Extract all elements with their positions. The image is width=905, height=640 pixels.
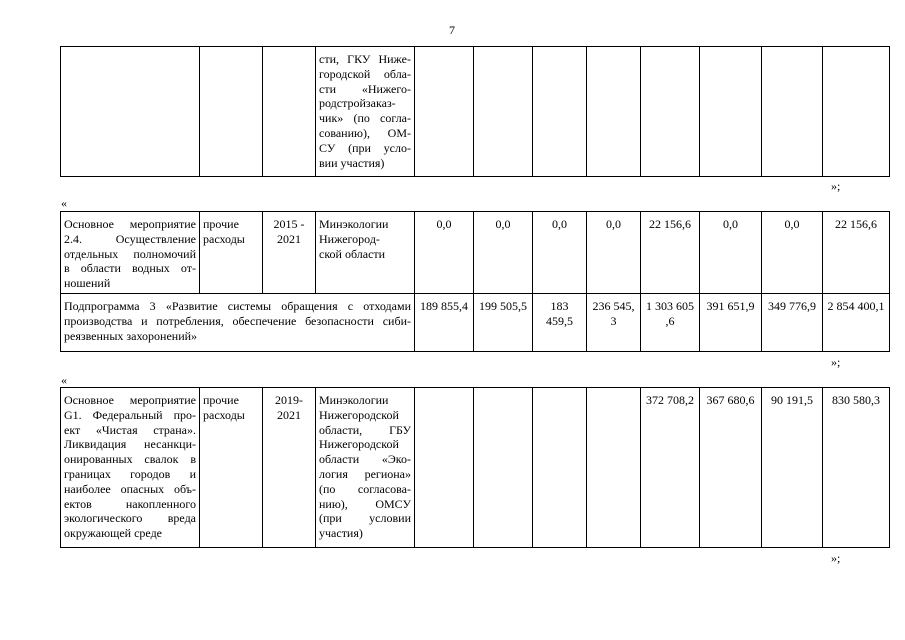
text-line: городской обла-: [319, 66, 411, 81]
cell-value: [700, 294, 762, 352]
text-line: нию), ОМСУ: [319, 496, 411, 511]
quote-close-mark: »;: [831, 551, 841, 565]
text-line: 2015 -: [273, 217, 305, 231]
text-line: 372 708,2: [646, 393, 694, 407]
text-line: 0,0: [606, 217, 621, 231]
cell-total: [823, 212, 890, 294]
text-line: 0,0: [784, 217, 800, 231]
cell-total: [823, 47, 890, 177]
text-line: 0,0: [552, 217, 567, 231]
text-line: чик» (по согла-: [319, 111, 411, 126]
text-line: 2021: [277, 231, 301, 246]
text-line: (по согласова-: [319, 481, 411, 496]
text-line: 22 156,6: [835, 217, 877, 231]
table-fragment-2: [60, 211, 890, 352]
cell-value: [700, 47, 762, 177]
cell-value: [533, 294, 587, 352]
text-line: 0,0: [723, 217, 738, 231]
text-line: области, ГБУ: [319, 422, 411, 437]
text-line: 199 505,5: [479, 299, 527, 313]
text-line: онированных свалок в: [64, 452, 196, 467]
text-line: сти, ГКУ Ниже-: [319, 52, 411, 66]
cell-subprogram-name: [61, 294, 415, 352]
cell-value: [762, 294, 823, 352]
cell-executor: [316, 212, 415, 294]
cell-measure-name: [61, 388, 200, 548]
text-line: 189 855,4: [420, 299, 468, 313]
text-line: реязвенных захоронений»: [64, 328, 198, 343]
text-line: прочие: [203, 217, 239, 231]
cell-total: [823, 388, 890, 548]
cell-executor: [316, 47, 415, 177]
cell-value: [641, 388, 700, 548]
cell-value: [415, 47, 474, 177]
cell-value: [415, 294, 474, 352]
text-line: СУ (при усло-: [319, 140, 411, 155]
cell-measure-name: [61, 212, 200, 294]
text-line: 367 680,6: [706, 393, 755, 407]
cell-total: [823, 294, 890, 352]
text-line: 349 776,9: [768, 299, 816, 313]
text-line: границах городов и: [64, 466, 196, 481]
text-line: области «Эко-: [319, 452, 411, 467]
text-line: сованию), ОМ-: [319, 125, 411, 140]
cell-period: [263, 47, 316, 177]
text-line: 3: [610, 313, 617, 328]
text-line: 391 651,9: [706, 299, 755, 313]
text-line: Нижегородской: [319, 407, 399, 422]
text-line: прочие: [203, 393, 239, 407]
quote-close-mark: »;: [831, 179, 841, 193]
cell-value: [641, 212, 700, 294]
text-line: Основное мероприятие: [64, 393, 196, 407]
text-line: окружающей среде: [64, 526, 163, 541]
quote-open-mark: «: [61, 373, 67, 387]
text-line: расходы: [203, 231, 245, 246]
cell-executor: [316, 388, 415, 548]
text-line: расходы: [203, 407, 245, 422]
table-fragment-1: [60, 46, 890, 177]
text-line: (при условии: [319, 511, 411, 526]
text-line: G1. Федеральный про-: [64, 407, 196, 422]
text-line: логия региона»: [319, 466, 411, 481]
text-line: 459,5: [546, 313, 573, 328]
cell-value: [700, 388, 762, 548]
text-line: Минэкологии: [319, 393, 389, 407]
cell-value: [415, 388, 474, 548]
quote-open-mark: «: [61, 196, 67, 210]
cell-period: [263, 212, 316, 294]
cell-expense-type: [200, 212, 263, 294]
table-fragment-3: [60, 387, 890, 548]
cell-expense-type: [200, 388, 263, 548]
text-line: Ликвидация несанкци-: [64, 437, 196, 452]
cell-value: [700, 212, 762, 294]
text-line: ектов накопленного: [64, 496, 196, 511]
cell-value: [533, 212, 587, 294]
cell-value: [641, 47, 700, 177]
cell-value: [415, 212, 474, 294]
text-line: ношений: [64, 276, 111, 291]
text-line: 0,0: [436, 217, 452, 231]
text-line: 0,0: [495, 217, 511, 231]
cell-expense-type: [200, 47, 263, 177]
text-line: 1 303 605: [646, 299, 694, 313]
cell-value: [762, 47, 823, 177]
text-line: экологического вреда: [64, 511, 196, 526]
cell-value: [762, 212, 823, 294]
text-line: Основное мероприятие: [64, 217, 196, 231]
text-line: Нижегородской: [319, 437, 399, 452]
quote-close-mark: »;: [831, 355, 841, 369]
text-line: отдельных полномочий: [64, 246, 196, 261]
page-number: 7: [449, 23, 455, 37]
cell-value: [587, 294, 641, 352]
text-line: ской области: [319, 246, 386, 261]
cell-value: [533, 388, 587, 548]
text-line: родстройзаказ-: [319, 96, 396, 111]
cell-value: [474, 47, 533, 177]
text-line: 830 580,3: [832, 393, 880, 407]
cell-period: [263, 388, 316, 548]
cell-value: [474, 388, 533, 548]
text-line: 183: [550, 299, 569, 313]
text-line: участия): [319, 526, 363, 541]
text-line: 236 545,: [592, 299, 635, 313]
cell-value: [587, 47, 641, 177]
text-line: вии участия): [319, 155, 385, 170]
cell-value: [587, 388, 641, 548]
cell-value: [474, 212, 533, 294]
text-line: Нижегород-: [319, 231, 380, 246]
cell-value: [474, 294, 533, 352]
cell-value: [762, 388, 823, 548]
text-line: Подпрограмма 3 «Развитие системы обращения с отходами: [64, 299, 411, 313]
text-line: сти «Нижего-: [319, 81, 411, 96]
text-line: 2021: [277, 407, 301, 422]
text-line: 22 156,6: [649, 217, 691, 231]
text-line: ект «Чистая страна».: [64, 422, 196, 437]
text-line: Минэкологии: [319, 217, 389, 231]
text-line: в области водных от-: [64, 261, 196, 276]
cell-value: [533, 47, 587, 177]
text-line: ,6: [665, 313, 675, 328]
text-line: 90 191,5: [771, 393, 813, 407]
cell-measure-name: [61, 47, 200, 177]
cell-value: [641, 294, 700, 352]
text-line: производства и потребления, обеспечение безопасности сиби-: [64, 313, 411, 328]
text-line: 2 854 400,1: [827, 299, 885, 313]
text-line: 2.4. Осуществление: [64, 231, 196, 246]
cell-value: [587, 212, 641, 294]
text-line: 2019-: [275, 393, 303, 407]
text-line: наиболее опасных объ-: [64, 481, 196, 496]
